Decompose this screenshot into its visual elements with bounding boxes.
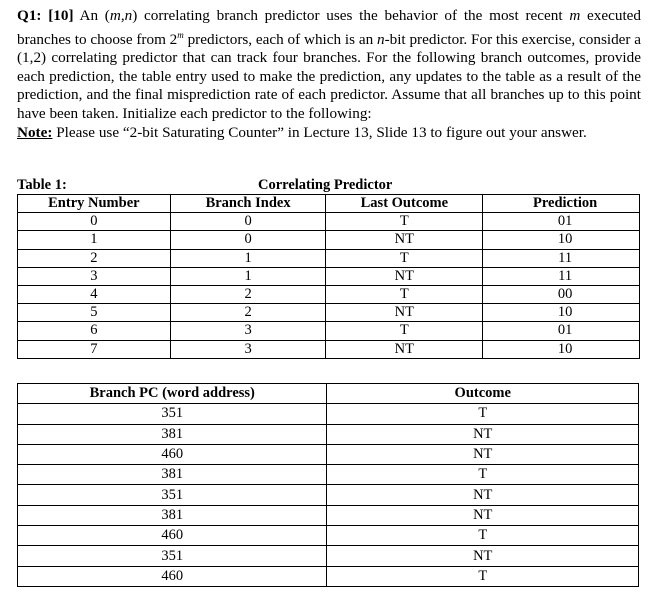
table2-row — [18, 404, 639, 424]
table1-row — [18, 285, 640, 303]
branch-pc-cell: 351 — [18, 404, 327, 424]
header-last-outcome: Last Outcome — [326, 195, 483, 213]
table2-row — [18, 505, 639, 525]
last-outcome-cell: T — [326, 213, 483, 231]
table1-row — [18, 249, 640, 267]
last-outcome-cell: NT — [326, 340, 483, 358]
outcome-cell: NT — [327, 424, 639, 444]
table2-row — [18, 444, 639, 464]
note-text: Please use “2-bit Saturating Counter” in Lecture 13, Slide 13 to figure out your answer. — [52, 123, 587, 141]
table2-row — [18, 566, 639, 586]
branch-pc-cell: 381 — [18, 465, 327, 485]
branch-outcome-table — [17, 383, 639, 587]
branch-pc-cell: 460 — [18, 566, 327, 586]
table1-label: Table 1: — [17, 177, 67, 193]
entry-number-cell: 6 — [18, 322, 171, 340]
note-line — [17, 124, 641, 143]
table2-header-row — [18, 384, 639, 404]
outcome-cell: T — [327, 465, 639, 485]
table1-caption — [17, 177, 640, 194]
table1-section — [17, 177, 640, 359]
outcome-cell: NT — [327, 485, 639, 505]
outcome-cell: T — [327, 526, 639, 546]
table2-row — [18, 485, 639, 505]
entry-number-cell: 1 — [18, 231, 171, 249]
prediction-cell: 01 — [483, 322, 640, 340]
table1-row — [18, 322, 640, 340]
entry-number-cell: 3 — [18, 267, 171, 285]
table2-row — [18, 546, 639, 566]
branch-pc-cell: 351 — [18, 485, 327, 505]
table1-row — [18, 267, 640, 285]
header-branch-index: Branch Index — [170, 195, 326, 213]
table2-row — [18, 465, 639, 485]
last-outcome-cell: T — [326, 322, 483, 340]
branch-index-cell: 1 — [170, 249, 326, 267]
question-body: An (m,n) correlating branch predictor uses the behavior of the most recent m executed branches to choose from 2$^m$ predictors, each of which is an n-bit predictor. For this exercise, consider a (1,2) correlating predictor that can track four branches. For the following branch outcomes, provide each prediction, the table entry used to make the prediction, any updates to the table as a result of the prediction, and the final misprediction rate of each predictor. Assume that all branches up to this point have been taken. Initialize each predictor to the following: — [17, 7, 642, 123]
outcome-cell: T — [327, 566, 639, 586]
table2-row — [18, 526, 639, 546]
branch-pc-cell: 460 — [18, 444, 327, 464]
branch-index-cell: 3 — [170, 322, 326, 340]
table1-header-row — [18, 195, 640, 213]
outcome-cell: NT — [327, 505, 639, 525]
question-number: Q1: [10] — [17, 7, 74, 24]
correlating-predictor-table — [17, 194, 640, 359]
table1-row — [18, 213, 640, 231]
branch-index-cell: 3 — [170, 340, 326, 358]
outcome-cell: NT — [327, 444, 639, 464]
branch-pc-cell: 381 — [18, 424, 327, 444]
last-outcome-cell: NT — [326, 304, 483, 322]
entry-number-cell: 2 — [18, 249, 171, 267]
table1-group-title: Correlating Predictor — [258, 177, 393, 193]
prediction-cell: 11 — [483, 267, 640, 285]
branch-pc-cell: 351 — [18, 546, 327, 566]
last-outcome-cell: T — [326, 249, 483, 267]
question-text — [17, 7, 641, 142]
prediction-cell: 11 — [483, 249, 640, 267]
last-outcome-cell: T — [326, 285, 483, 303]
branch-index-cell: 0 — [170, 231, 326, 249]
entry-number-cell: 7 — [18, 340, 171, 358]
header-branch-pc: Branch PC (word address) — [18, 384, 327, 404]
prediction-cell: 01 — [483, 213, 640, 231]
table2-section — [17, 383, 639, 587]
branch-pc-cell: 381 — [18, 505, 327, 525]
header-entry-number: Entry Number — [18, 195, 171, 213]
table2-row — [18, 424, 639, 444]
prediction-cell: 10 — [483, 231, 640, 249]
prediction-cell: 00 — [483, 285, 640, 303]
branch-index-cell: 1 — [170, 267, 326, 285]
branch-index-cell: 2 — [170, 285, 326, 303]
last-outcome-cell: NT — [326, 231, 483, 249]
header-prediction: Prediction — [483, 195, 640, 213]
entry-number-cell: 4 — [18, 285, 171, 303]
outcome-cell: T — [327, 404, 639, 424]
prediction-cell: 10 — [483, 340, 640, 358]
outcome-cell: NT — [327, 546, 639, 566]
entry-number-cell: 0 — [18, 213, 171, 231]
table1-row — [18, 304, 640, 322]
branch-pc-cell: 460 — [18, 526, 327, 546]
prediction-cell: 10 — [483, 304, 640, 322]
entry-number-cell: 5 — [18, 304, 171, 322]
branch-index-cell: 2 — [170, 304, 326, 322]
note-label: Note: — [17, 123, 53, 141]
last-outcome-cell: NT — [326, 267, 483, 285]
table1-row — [18, 340, 640, 358]
table1-row — [18, 231, 640, 249]
header-outcome: Outcome — [327, 384, 639, 404]
branch-index-cell: 0 — [170, 213, 326, 231]
